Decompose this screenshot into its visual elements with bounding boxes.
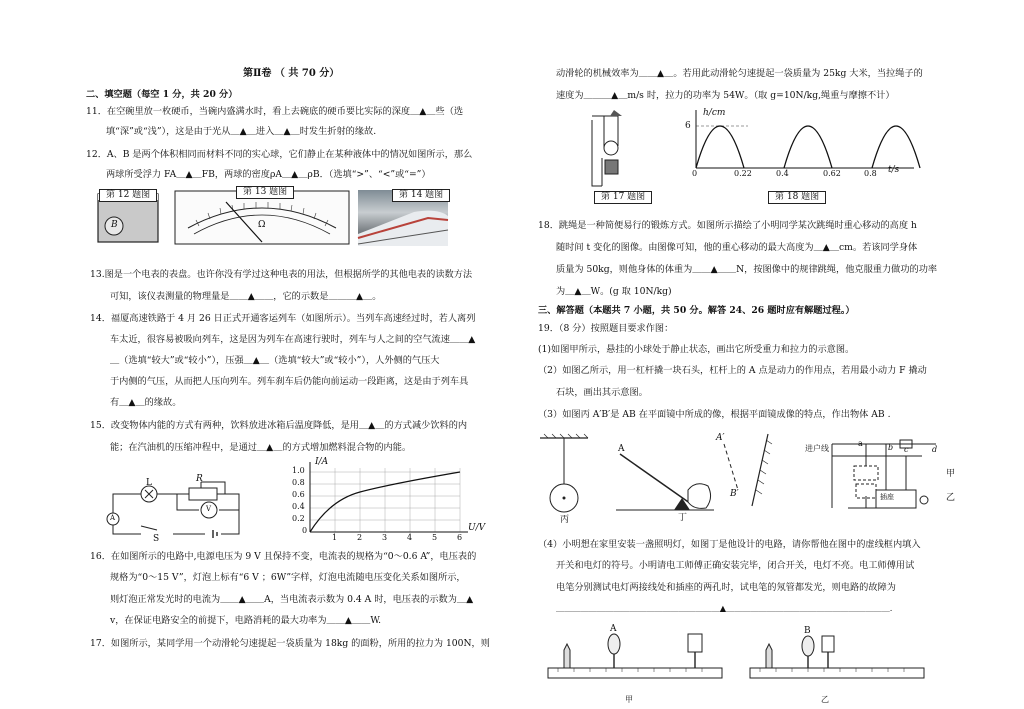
fig17-caption: 第 17 题图 xyxy=(594,191,652,204)
xtick-5: 5 xyxy=(432,533,438,542)
rheostat-label: R xyxy=(196,474,203,484)
ball-label: B xyxy=(111,220,118,230)
label-chazuo: 插座 xyxy=(880,493,894,501)
label-ding: 丁 xyxy=(678,513,688,523)
xtick-3: 3 xyxy=(382,533,388,542)
h-t-graph xyxy=(688,108,918,178)
point-b-prime: B′ xyxy=(730,489,739,499)
graph-xlabel: U/V xyxy=(468,523,486,533)
pendulum-figure xyxy=(538,432,590,522)
fig12-caption: 第 12 题图 xyxy=(99,189,157,202)
label-b: b xyxy=(888,443,894,452)
q4-answer-line: ＿＿＿＿＿＿＿＿＿＿＿＿＿＿＿＿＿＿＿＿▲＿＿＿＿＿＿＿＿＿＿＿＿＿＿＿＿＿＿＿＿. xyxy=(556,603,893,613)
iu-graph xyxy=(282,457,478,550)
q14-line5: 有＿▲＿的缘故。 xyxy=(110,397,182,408)
lens-label-b: B xyxy=(804,626,811,636)
label-jinhu: 进户线 xyxy=(805,444,829,453)
h-graph-ylabel: h/cm xyxy=(703,108,726,118)
label-d: d xyxy=(932,445,938,454)
h-xtick-0: 0 xyxy=(692,169,698,178)
label-c: c xyxy=(904,445,909,454)
q4-line1: （4）小明想在家里安装一盏照明灯，如图丁是他设计的电路，请你帮他在图中的虚线框内填入 xyxy=(538,539,921,550)
circuit-figure xyxy=(101,474,246,544)
point-a-prime: A′ xyxy=(716,433,725,443)
q18-line1: 18．跳绳是一种简便易行的锻炼方式。如图所示描绘了小明同学某次跳绳时重心移动的高度 h xyxy=(538,220,917,231)
section-fill-blank-title: 二、填空题（每空 1 分，共 20 分） xyxy=(86,89,238,100)
xtick-2: 2 xyxy=(357,533,363,542)
q18-line4: 为＿▲＿W。(g 取 10N/kg) xyxy=(556,286,672,297)
pulley-figure xyxy=(588,108,648,188)
ytick-3: 0.6 xyxy=(292,490,305,499)
label-bing: 丙 xyxy=(560,515,570,525)
ytick-1: 1.0 xyxy=(292,466,305,475)
q19-line1: 19．（8 分）按照题目要求作图： xyxy=(538,323,674,334)
label-yi: 乙 xyxy=(946,493,956,503)
q19-line5: （3）如图丙 A′B′是 AB 在平面镜中所成的像，根据平面镜成像的特点，作出物体 AB . xyxy=(538,409,891,420)
lamp-label: L xyxy=(146,478,152,488)
ytick-4: 0.4 xyxy=(292,502,305,511)
ytick-2: 0.8 xyxy=(292,478,305,487)
bench-label-yi: 乙 xyxy=(821,695,829,704)
lever-point-a: A xyxy=(618,444,625,454)
h-graph-xlabel: t/s xyxy=(888,165,900,175)
q4-line3: 电笔分别测试电灯两接线处和插座的两孔时，试电笔的氖管都发光，则电路的故障为 xyxy=(556,582,896,593)
paper-title: 第Ⅱ卷 （ 共 70 分） xyxy=(243,68,340,79)
q13-line1: 13.图是一个电表的表盘。也许你没有学过这种电表的用法，但根据所学的其他电表的读数方法 xyxy=(90,269,473,280)
q12-line2: 两球所受浮力 FA＿▲＿FB，两球的密度ρA＿▲＿ρB．（选填“>”、“<”或“=”） xyxy=(106,169,431,180)
q14-line2: 车太近，很容易被吸向列车，这是因为列车在高速行驶时，列车与人之间的空气流速＿＿▲ xyxy=(110,334,476,345)
fig18-caption: 第 18 题图 xyxy=(768,191,826,204)
voltmeter-label: V xyxy=(206,505,212,513)
q15-line1: 15．改变物体内能的方式有两种，饮料放进冰箱后温度降低，是用＿▲＿的方式减少饮料的内 xyxy=(90,420,468,431)
lens-label-a: A xyxy=(610,624,617,634)
q16-line2: 规格为“0～15 V”，灯泡上标有“6 V ；6W”字样，灯泡电流随电压变化关系如图所示， xyxy=(110,572,466,583)
q14-line1: 14．福厦高速铁路于 4 月 26 日正式开通客运列车（如图所示）。当列车高速经过时，若人离列 xyxy=(90,313,476,324)
switch-label: S xyxy=(153,534,160,544)
q11-line2: 填“深”或“浅”），这是由于光从＿▲＿进入＿▲＿时发生折射的缘故. xyxy=(106,126,377,137)
xtick-4: 4 xyxy=(407,533,413,542)
bench-label-jia: 甲 xyxy=(625,695,633,704)
xtick-1: 1 xyxy=(332,533,338,542)
q13-line2: 可知，该仪表测量的物理量是＿＿▲＿＿，它的示数是＿＿＿▲＿。 xyxy=(110,291,382,302)
lever-figure xyxy=(616,450,714,516)
section-answer-title: 三、解答题（本题共 7 小题，共 50 分。解答 24、26 题时应有解题过程。） xyxy=(538,305,855,316)
q19-line4: 石块，画出其示意图。 xyxy=(556,387,648,398)
mirror-figure xyxy=(718,430,778,510)
q16-line3: 则灯泡正常发光时的电流为＿＿▲＿＿A，当电流表示数为 0.4 A 时，电压表的示数为＿▲ xyxy=(110,594,474,605)
q18-line2: 随时间 t 变化的图像。由图像可知，他的重心移动的最大高度为＿▲＿cm。若该同学身体 xyxy=(556,242,918,253)
h-xtick-08: 0.8 xyxy=(864,169,877,178)
q16-line1: 16．在如图所示的电路中,电源电压为 9 V 且保持不变，电流表的规格为“0～0.6 A”，电压表的 xyxy=(90,551,477,562)
ytick-5: 0.2 xyxy=(292,514,305,523)
graph-ylabel: I/A xyxy=(315,457,329,467)
fig14-caption: 第 14 题图 xyxy=(392,189,450,202)
ytick-6: 0 xyxy=(302,526,308,535)
label-jia: 甲 xyxy=(946,469,956,479)
q17-line2: 动滑轮的机械效率为＿＿▲＿。若用此动滑轮匀速提起一袋质量为 25kg 大米，当拉绳子的 xyxy=(556,68,923,79)
ammeter-label: A xyxy=(110,514,116,522)
fig13-caption: 第 13 题图 xyxy=(236,186,294,199)
xtick-6: 6 xyxy=(457,533,463,542)
q14-line4: 于内侧的气压，从而把人压向列车。列车刹车后仍能向前运动一段距离，这是由于列车具 xyxy=(110,376,469,387)
optical-bench-yi xyxy=(746,622,928,684)
label-a: a xyxy=(858,439,863,448)
q11-line1: 11．在空碗里放一枚硬币，当碗内盛满水时，看上去碗底的硬币要比实际的深度＿▲＿些（选 xyxy=(86,106,464,117)
q4-line2: 开关和电灯的符号。小明请电工师傅正确安装完毕，闭合开关，电灯不亮。电工师傅用试 xyxy=(556,560,915,571)
q16-line4: v，在保证电路安全的前提下，电路消耗的最大功率为＿＿▲＿＿W. xyxy=(110,615,382,626)
q19-line2: (1)如图甲所示，悬挂的小球处于静止状态，画出它所受重力和拉力的示意图。 xyxy=(538,344,855,355)
q18-line3: 质量为 50kg，则他身体的体重为＿＿▲＿＿N，按图像中的规律跳绳，他克服重力做功的功率 xyxy=(556,264,938,275)
h-xtick-04: 0.4 xyxy=(776,169,789,178)
h-xtick-022: 0.22 xyxy=(734,169,752,178)
ohm-symbol: Ω xyxy=(258,220,266,230)
q15-line2: 能；在汽油机的压缩冲程中，是通过＿▲＿的方式增加燃料混合物的内能。 xyxy=(110,442,412,453)
q17-line1: 17．如图所示，某同学用一个动滑轮匀速提起一袋质量为 18kg 的面粉，所用的拉力为 100N，则 xyxy=(90,638,490,649)
q19-line3: （2）如图乙所示，用一杠杆撬一块石头，杠杆上的 A 点是动力的作用点，若用最小动力 F 撬动 xyxy=(538,365,927,376)
q17-line3: 速度为＿＿＿▲＿m/s 时，拉力的功率为 54W。（取 g=10N/kg,绳重与摩擦不计） xyxy=(556,90,895,101)
h-xtick-062: 0.62 xyxy=(823,169,841,178)
q14-line3: ＿（选填“较大”或“较小”），压强＿▲＿（选填“较大”或“较小”），人外侧的气压大 xyxy=(110,355,440,366)
h-graph-ytick: 6 xyxy=(685,121,691,131)
optical-bench-jia xyxy=(544,622,726,684)
q12-line1: 12．A、B 是两个体积相同而材料不同的实心球，它们静止在某种液体中的情况如图所示，那么 xyxy=(86,149,473,160)
